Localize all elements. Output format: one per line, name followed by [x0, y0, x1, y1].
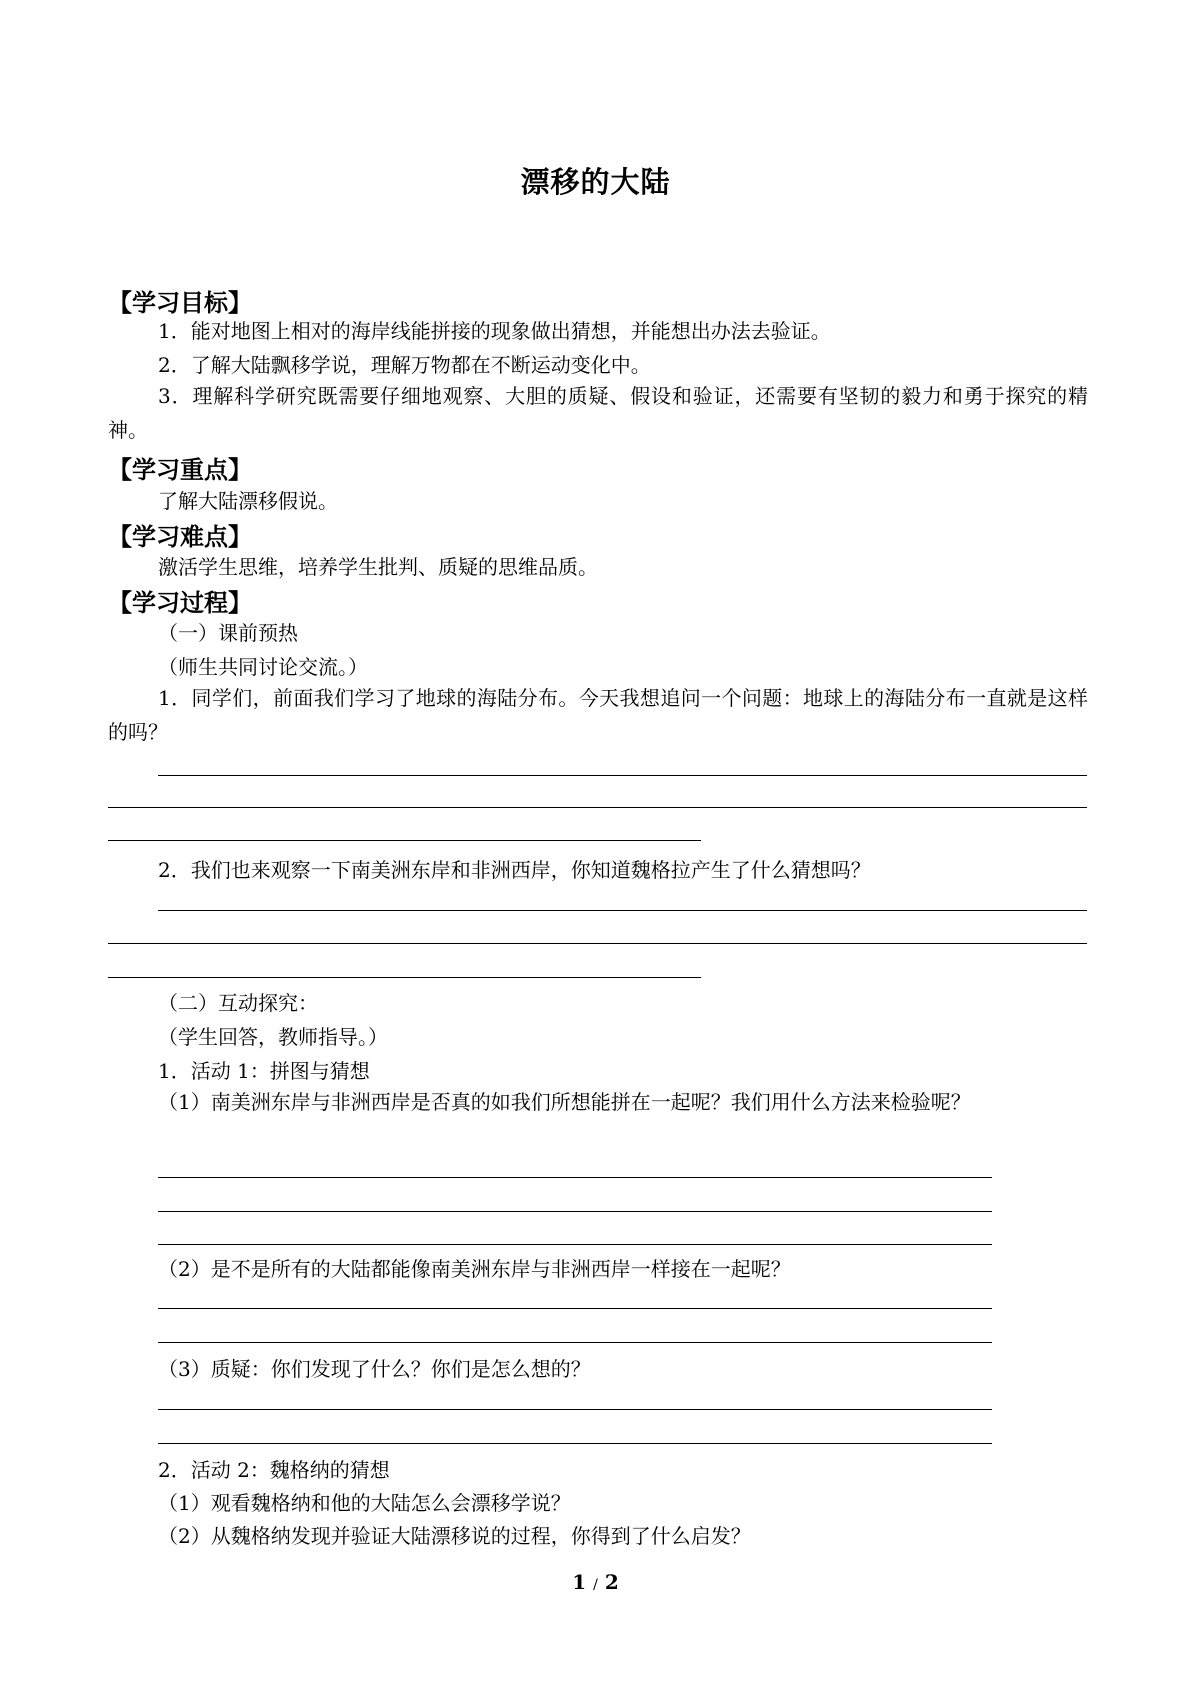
section-heading-goals: 【学习目标】 — [108, 289, 252, 317]
section-heading-difficulty: 【学习难点】 — [108, 523, 252, 551]
answer-line — [158, 775, 1087, 776]
activity-2-title: 2．活动 2：魏格纳的猜想 — [158, 1458, 390, 1482]
activity-2-question-1: （1）观看魏格纳和他的大陆怎么会漂移学说？ — [158, 1491, 571, 1515]
section-heading-keypoint: 【学习重点】 — [108, 456, 252, 484]
answer-line — [158, 1409, 992, 1410]
answer-line — [158, 1443, 992, 1444]
page-separator: / — [593, 1577, 598, 1593]
part1-note: （师生共同讨论交流。） — [158, 655, 368, 679]
part1-title: （一）课前预热 — [158, 621, 298, 645]
activity-1-title: 1．活动 1：拼图与猜想 — [158, 1059, 370, 1083]
keypoint-text: 了解大陆漂移假说。 — [158, 489, 338, 513]
activity-1-question-3: （3）质疑：你们发现了什么？你们是怎么想的？ — [158, 1357, 591, 1381]
goal-item-3: 3．理解科学研究既需要仔细地观察、大胆的质疑、假设和验证，还需要有坚韧的毅力和勇于探究的精神。 — [108, 384, 1088, 442]
activity-1-question-2: （2）是不是所有的大陆都能像南美洲东岸与非洲西岸一样接在一起呢？ — [158, 1257, 791, 1281]
part2-note: （学生回答，教师指导。） — [158, 1025, 388, 1049]
question-2: 2．我们也来观察一下南美洲东岸和非洲西岸，你知道魏格拉产生了什么猜想吗？ — [158, 858, 871, 882]
difficulty-text: 激活学生思维，培养学生批判、质疑的思维品质。 — [158, 555, 598, 579]
goal-item-2: 2．了解大陆飘移学说，理解万物都在不断运动变化中。 — [158, 353, 651, 377]
page-number — [0, 1570, 1191, 1594]
activity-2-question-2: （2）从魏格纳发现并验证大陆漂移说的过程，你得到了什么启发？ — [158, 1524, 751, 1548]
answer-line — [158, 1244, 992, 1245]
answer-line — [158, 1177, 992, 1178]
answer-line — [108, 807, 1087, 808]
section-heading-process: 【学习过程】 — [108, 589, 252, 617]
answer-line — [158, 910, 1087, 911]
page-title: 漂移的大陆 — [520, 165, 671, 199]
answer-line — [108, 840, 701, 841]
answer-line — [158, 1211, 992, 1212]
page-current: 1 — [572, 1570, 587, 1594]
answer-line — [158, 1342, 992, 1343]
question-1: 1．同学们，前面我们学习了地球的海陆分布。今天我想追问一个问题：地球上的海陆分布一直就是这样的吗？ — [108, 686, 1088, 744]
page-total: 2 — [604, 1570, 619, 1594]
activity-1-question-1: （1）南美洲东岸与非洲西岸是否真的如我们所想能拼在一起呢？我们用什么方法来检验呢？ — [158, 1090, 971, 1114]
goal-item-1: 1．能对地图上相对的海岸线能拼接的现象做出猜想，并能想出办法去验证。 — [158, 319, 831, 343]
part2-title: （二）互动探究： — [158, 991, 318, 1015]
answer-line — [108, 977, 701, 978]
answer-line — [108, 943, 1087, 944]
answer-line — [158, 1308, 992, 1309]
